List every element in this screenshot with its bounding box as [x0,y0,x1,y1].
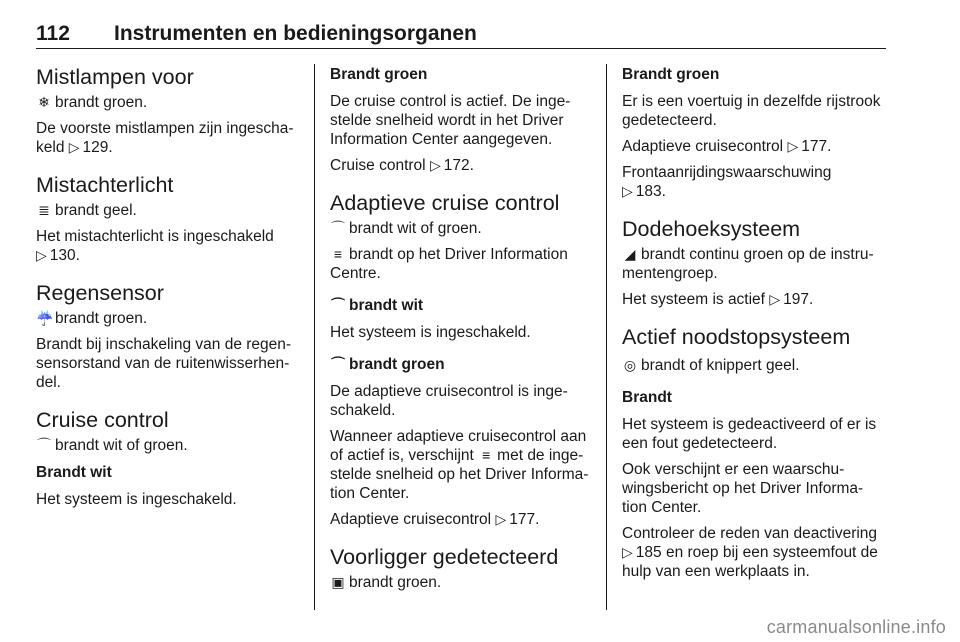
adaptive-active-description: Wanneer adaptieve cruisecontrol aan of actief is, verschijnt ≡ met de inge-stelde snelheid op het Driver Informa-tion Center. [330,428,589,502]
page-reference-icon: ▷ [68,139,80,155]
header-rule [36,48,886,49]
column-3 [622,64,884,588]
emergency-braking-status: ◎ brandt of knippert geel. [623,357,800,374]
rear-fog-status: ≣ brandt geel. [36,201,298,220]
rain-sensor-icon: ☔ [36,310,54,326]
heading-blind-spot-system: Dodehoeksysteem [622,217,801,241]
adaptive-cruise-icon: ⌒ [331,297,345,313]
rain-sensor-description: Brandt bij inschakeling van de regen-sensorstand van de ruitenwisserhen-del. [36,336,292,391]
adaptive-cruise-icon: ⌒ [331,220,345,236]
column-2 [330,64,592,599]
subheading-lit: Brandt [622,389,672,406]
front-fog-lamp-icon: ❄ [38,94,50,110]
heading-rain-sensor: Regensensor [36,281,164,305]
heading-front-fog-lamps: Mistlampen voor [36,65,194,89]
blind-spot-reference: Het systeem is actief ▷ 197. [622,291,814,308]
watermark: carmanualsonline.info [766,617,946,637]
emergency-warning-description: Ook verschijnt er een waarschu-wingsbericht op het Driver Informa-tion Center. [622,461,864,516]
adaptive-white-description: Het systeem is ingeschakeld. [330,324,531,341]
running-title: Instrumenten en bedieningsorganen [114,22,477,45]
adaptive-cruise-reference-2: Adaptieve cruisecontrol ▷ 177. [622,138,832,155]
page-reference-icon: ▷ [36,247,47,263]
car-icon: ▣ [331,574,345,590]
adaptive-cruise-info-icon: ≡ [482,447,491,463]
front-fog-status: ❄ brandt groen. [36,93,298,112]
blind-spot-icon: ◢ [624,246,636,262]
page-reference-icon: ▷ [622,544,633,560]
adaptive-cruise-reference: Adaptieve cruisecontrol ▷ 177. [330,511,540,528]
rear-fog-description: Het mistachterlicht is ingeschakeld ▷ 130. [36,228,274,264]
column-divider-2 [606,64,607,610]
page-number: 112 [36,22,70,45]
page-reference-icon: ▷ [787,138,799,154]
subheading-lit-white: Brandt wit [36,464,112,481]
column-divider-1 [314,64,315,610]
cruise-green-description: De cruise control is actief. De inge-stelde snelheid wordt in het Driver Information Center aangegeven. [330,93,571,148]
rear-fog-lamp-icon: ≣ [38,202,50,218]
page-reference-icon: ▷ [622,183,633,199]
heading-cruise-control: Cruise control [36,408,169,432]
page-reference-icon: ▷ [495,511,507,527]
adaptive-cruise-info-icon: ≡ [333,246,343,262]
adaptive-cruise-icon: ⌒ [331,356,345,372]
forward-collision-reference: Frontaanrijdingswaarschuwing ▷ 183. [622,164,832,200]
vehicle-ahead-status: ▣ brandt groen. [331,574,442,591]
page-reference-icon: ▷ [769,291,781,307]
rain-sensor-status: ☔ brandt groen. [36,310,148,327]
front-fog-description: De voorste mistlampen zijn ingescha-keld ▷ 129. [36,120,294,156]
page-reference-icon: ▷ [429,157,441,173]
adaptive-green-description: De adaptieve cruisecontrol is inge-schakeld. [330,383,568,419]
emergency-deactivated-description: Het systeem is gedeactiveerd of er is een fout gedetecteerd. [622,416,877,452]
cruise-control-reference: Cruise control ▷ 172. [330,157,474,174]
subheading-lit-green: Brandt groen [330,66,428,83]
vehicle-ahead-description: Er is een voertuig in dezelfde rijstrook gedetecteerd. [622,93,881,129]
cruise-control-status: ⌒ brandt wit of groen. [37,437,188,454]
adaptive-cruise-status: ⌒ brandt wit of groen. [331,220,482,237]
heading-adaptive-cruise-control: Adaptieve cruise control [330,191,560,215]
subheading-lit-white-2: ⌒ brandt wit [331,297,424,314]
cruise-white-description: Het systeem is ingeschakeld. [36,491,237,508]
adaptive-cruise-dic-status: ≡ brandt op het Driver Information Centre. [330,246,568,282]
column-1 [36,64,298,516]
emergency-braking-icon: ◎ [623,357,637,373]
emergency-check-description: Controleer de reden van deactivering ▷ 185 en roep bij een systeemfout de hulp van een werkplaats in. [622,525,878,580]
blind-spot-status: ◢ brandt continu groen op de instru-mentengroep. [622,246,874,282]
heading-vehicle-ahead-detected: Voorligger gedetecteerd [330,545,559,569]
page-header [36,18,886,48]
cruise-control-icon: ⌒ [37,437,51,453]
subheading-lit-green-2: ⌒ brandt groen [331,356,445,373]
heading-rear-fog-lamp: Mistachterlicht [36,173,174,197]
subheading-lit-green-3: Brandt groen [622,66,720,83]
heading-active-emergency-braking: Actief noodstopsysteem [622,325,851,349]
